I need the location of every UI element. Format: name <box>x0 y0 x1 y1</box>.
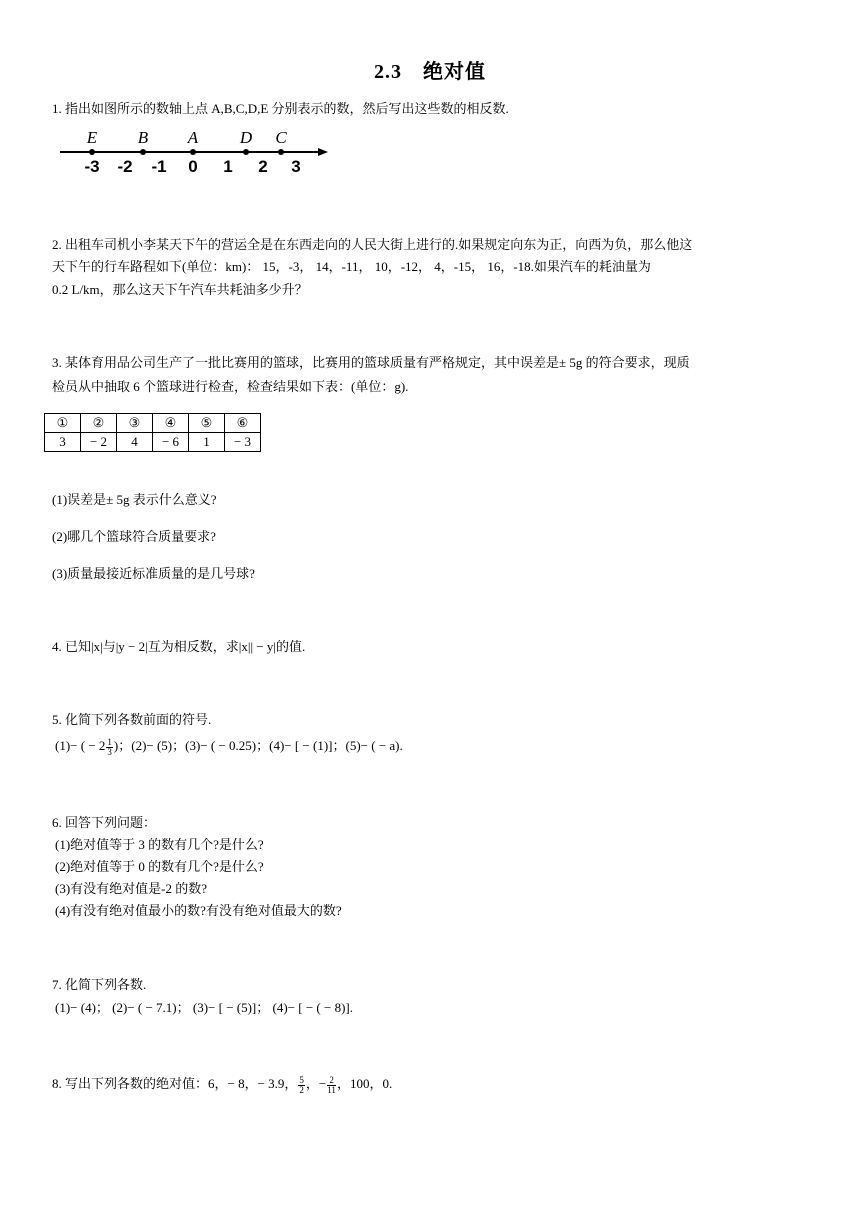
number-line-arrow <box>318 148 328 156</box>
fraction-numerator: 2 <box>327 1076 336 1086</box>
question-5-part-b: )；(2)− (5)；(3)− ( − 0.25)；(4)− [ − (1)]；(5)− ( − a). <box>113 738 403 753</box>
number-line-point-label: A <box>187 128 199 147</box>
number-line-point <box>89 149 95 155</box>
number-line <box>56 124 336 180</box>
page-title: 2.3 绝对值 <box>374 61 486 83</box>
question-5-line-1: 5. 化简下列各数前面的符号. <box>52 712 212 727</box>
number-line-point-label: C <box>275 128 287 147</box>
question-3-sub-3: (3)质量最接近标准质量的是几号球? <box>52 566 255 581</box>
number-line-point <box>190 149 196 155</box>
question-6-sub-3: (3)有没有绝对值是-2 的数? <box>55 881 208 896</box>
question-8-part-b: ，− <box>305 1076 327 1091</box>
ball-error-table <box>44 413 261 452</box>
question-2-line-2: 天下午的行车路程如下(单位：km)： 15，-3， 14，-11， 10，-12， 4，-15， 16，-18.如果汽车的耗油量为 <box>52 259 651 274</box>
question-8-part-a: 8. 写出下列各数的绝对值：6，− 8，− 3.9， <box>52 1076 298 1091</box>
question-6-sub-2: (2)绝对值等于 0 的数有几个?是什么? <box>55 859 264 874</box>
number-line-tick-label: 3 <box>291 157 301 176</box>
fraction-numerator: 5 <box>299 1074 304 1085</box>
table-header-row <box>45 414 261 433</box>
question-3-sub-1: (1)误差是± 5g 表示什么意义? <box>52 492 217 507</box>
question-6-sub-4: (4)有没有绝对值最小的数?有没有绝对值最大的数? <box>55 903 342 918</box>
number-line-point-label: E <box>86 128 98 147</box>
number-line-point <box>140 149 146 155</box>
question-5-part-a: (1)− ( − 2 <box>55 738 106 753</box>
question-5-line-2 <box>55 735 403 757</box>
fraction-denominator: 2 <box>299 1084 304 1095</box>
question-6-line-1: 6. 回答下列问题： <box>52 815 157 830</box>
question-8-part-c: ，100，0. <box>336 1076 393 1091</box>
question-3-line-1: 3. 某体育用品公司生产了一批比赛用的篮球，比赛用的篮球质量有严格规定，其中误差是± 5g 的符合要求，现质 <box>52 355 690 370</box>
number-line-point-label: D <box>239 128 253 147</box>
number-line-tick-label: 1 <box>223 157 233 176</box>
number-line-tick-label: -3 <box>84 157 100 176</box>
fraction-five-halves <box>298 1076 305 1095</box>
fraction-one-third <box>106 738 113 757</box>
question-7-line-1: 7. 化简下列各数. <box>52 977 147 992</box>
number-line-point <box>243 149 249 155</box>
question-3-line-2: 检员从中抽取 6 个篮球进行检查，检查结果如下表：(单位：g). <box>52 379 409 394</box>
question-2-line-3: 0.2 L/km，那么这天下午汽车共耗油多少升？ <box>52 282 308 297</box>
table-value-cell: − 3 <box>225 433 261 452</box>
table-value-cell: 3 <box>45 433 81 452</box>
number-line-tick-label: -1 <box>151 157 167 176</box>
number-line-tick-label: 2 <box>258 157 268 176</box>
number-line-point <box>278 149 284 155</box>
question-4-text: 4. 已知|x|与|y − 2|互为相反数，求|x|| − y|的值. <box>52 639 306 654</box>
table-value-cell: − 2 <box>81 433 117 452</box>
number-line-tick-label: 0 <box>188 157 198 176</box>
question-7-line-2: (1)− (4)； (2)− ( − 7.1)； (3)− [ − (5)]； (4)− [ − ( − 8)]. <box>55 1000 353 1015</box>
question-8-line <box>52 1073 392 1095</box>
number-line-tick-label: -2 <box>117 157 133 176</box>
table-header-cell: ③ <box>117 414 153 433</box>
table-value-cell: 1 <box>189 433 225 452</box>
table-header-cell: ⑥ <box>225 414 261 433</box>
question-1-text: 1. 指出如图所示的数轴上点 A,B,C,D,E 分别表示的数，然后写出这些数的相反数. <box>52 101 509 116</box>
fraction-denominator: 11 <box>327 1084 336 1095</box>
table-header-cell: ① <box>45 414 81 433</box>
number-line-point-label: B <box>137 128 149 147</box>
fraction-two-elevenths <box>327 1076 336 1095</box>
table-header-cell: ⑤ <box>189 414 225 433</box>
table-header-cell: ② <box>81 414 117 433</box>
table-value-cell: − 6 <box>153 433 189 452</box>
question-3-sub-2: (2)哪几个篮球符合质量要求? <box>52 529 216 544</box>
table-header-cell: ④ <box>153 414 189 433</box>
table-value-row <box>45 433 261 452</box>
fraction-denominator: 3 <box>107 746 112 757</box>
question-2-line-1: 2. 出租车司机小李某天下午的营运全是在东西走向的人民大街上进行的.如果规定向东为正，向西为负，那么他这 <box>52 237 693 252</box>
fraction-numerator: 1 <box>107 736 112 747</box>
table-value-cell: 4 <box>117 433 153 452</box>
question-6-sub-1: (1)绝对值等于 3 的数有几个?是什么? <box>55 837 264 852</box>
